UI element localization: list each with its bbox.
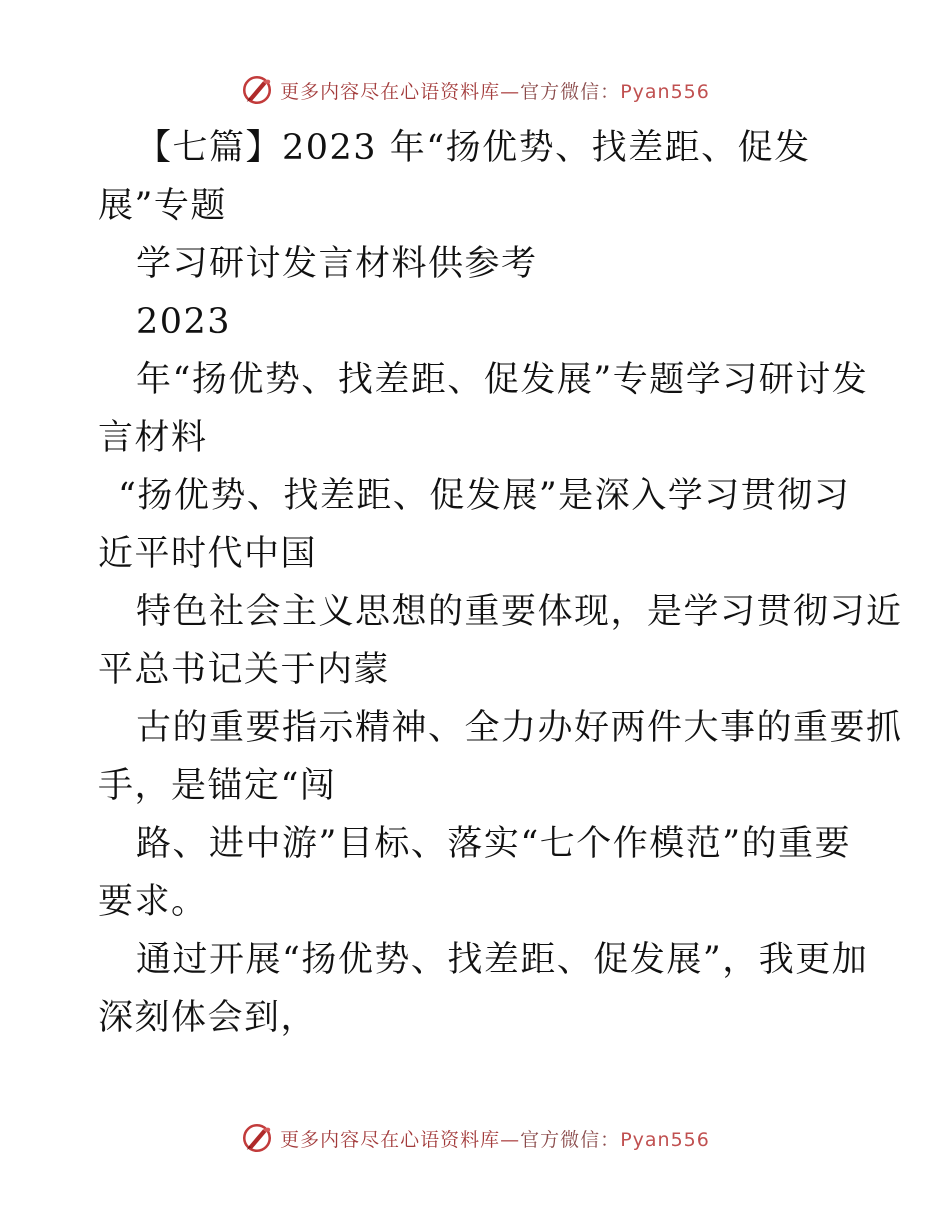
quill-pen-logo-icon	[240, 73, 274, 107]
paragraph-line: “扬优势、找差距、促发展”是深入学习贯彻习	[118, 476, 851, 516]
paragraph-line: 平总书记关于内蒙	[98, 650, 391, 690]
paragraph-line: 年“扬优势、找差距、促发展”专题学习研讨发	[136, 360, 869, 400]
watermark-wechat-id: Pyan556	[620, 1128, 710, 1151]
watermark-dash: —	[500, 80, 521, 103]
paragraph-line: 2023	[136, 302, 232, 342]
watermark-text	[280, 1125, 710, 1152]
watermark-brand: 更多内容尽在心语资料库	[280, 80, 501, 103]
title-line-1: 【七篇】2023 年“扬优势、找差距、促发	[136, 128, 811, 168]
paragraph-line: 要求。	[98, 882, 208, 922]
watermark-official-label: 官方微信：	[520, 80, 621, 103]
paragraph-line: 古的重要指示精神、全力办好两件大事的重要抓	[136, 708, 903, 748]
subtitle-line: 学习研讨发言材料供参考	[136, 244, 538, 284]
paragraph-line: 深刻体会到，	[98, 998, 318, 1038]
paragraph-line: 路、进中游”目标、落实“七个作模范”的重要	[136, 824, 852, 864]
watermark-brand: 更多内容尽在心语资料库	[280, 1128, 501, 1151]
paragraph-line: 言材料	[98, 418, 208, 458]
paragraph-line: 手，是锚定“闯	[98, 766, 337, 806]
paragraph-line: 特色社会主义思想的重要体现，是学习贯彻习近	[136, 592, 903, 632]
title-line-2: 展”专题	[98, 186, 227, 226]
quill-pen-logo-icon	[240, 1121, 274, 1155]
watermark-dash: —	[500, 1128, 521, 1151]
watermark-wechat-id: Pyan556	[620, 80, 710, 103]
paragraph-line: 近平时代中国	[98, 534, 318, 574]
watermark-text	[280, 77, 710, 104]
footer-watermark	[0, 1118, 950, 1158]
header-watermark	[0, 70, 950, 110]
watermark-official-label: 官方微信：	[520, 1128, 621, 1151]
paragraph-line: 通过开展“扬优势、找差距、促发展”，我更加	[136, 940, 869, 980]
